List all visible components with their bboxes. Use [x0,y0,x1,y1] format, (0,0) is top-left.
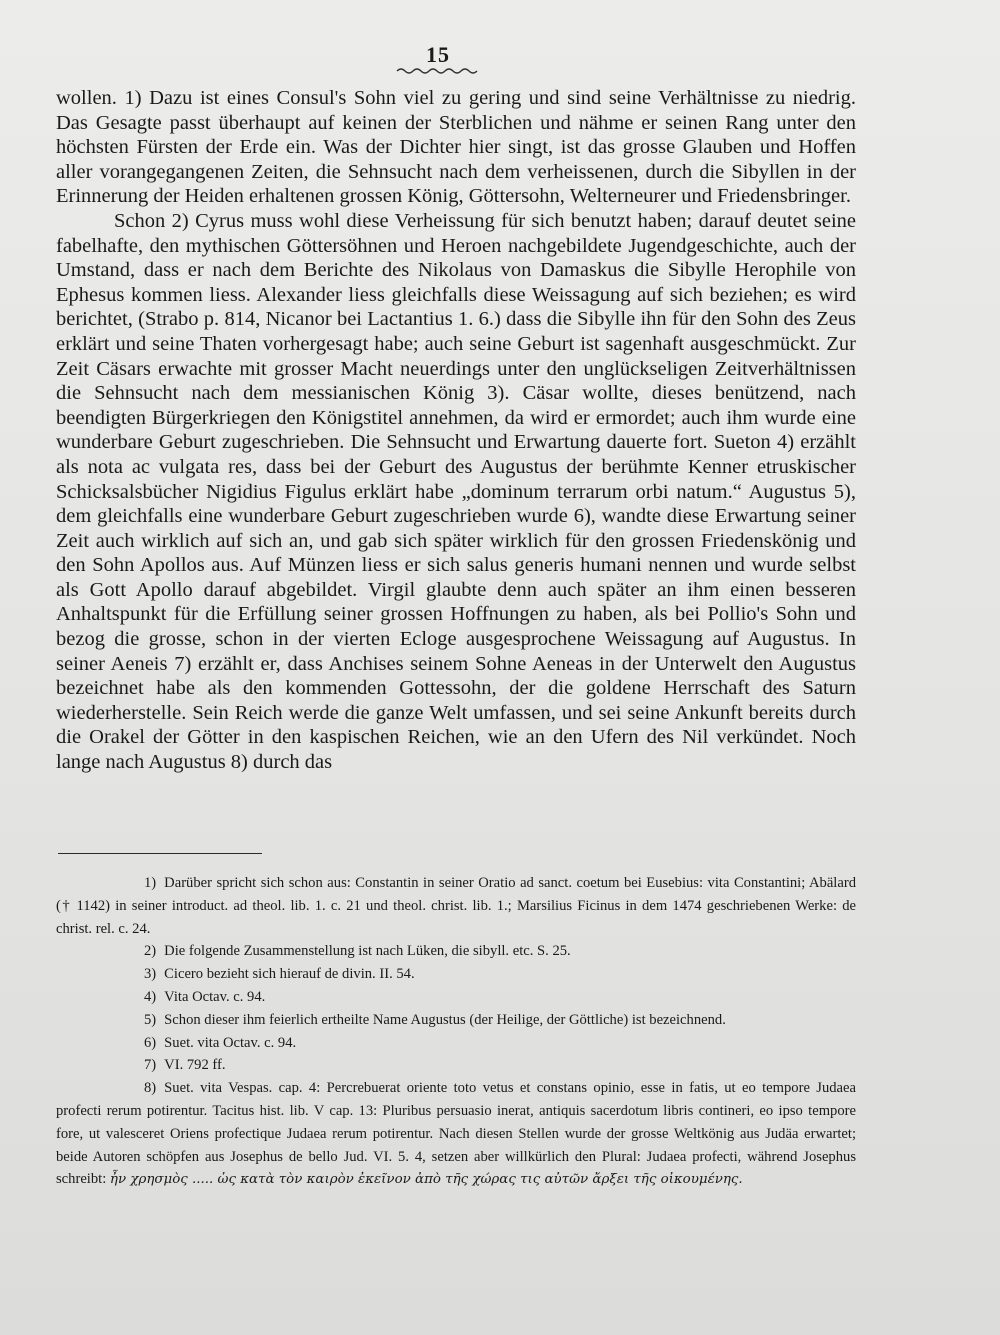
footnote-3 [56,963,856,986]
greek-quote: ἦν χρησμὸς ..... ὡς κατὰ τὸν καιρὸν ἐκεῖνον ἀπὸ τῆς χώρας τις αὐτῶν ἄρξει τῆς οἰκουμένης. [109,1172,743,1188]
footnote-text: Die folgende Zusammenstellung ist nach Lüken, die sibyll. etc. S. 25. [164,943,571,960]
page-number: 15 [426,42,450,67]
footnote-number: 1) [144,875,157,891]
footnote-number: 4) [144,988,157,1005]
footnote-7 [56,1054,856,1077]
footnote-text: Cicero bezieht sich hierauf de divin. II. 54. [164,966,415,983]
footnote-5 [56,1009,856,1032]
footnote-number: 6) [144,1034,157,1051]
footnote-4 [56,986,856,1009]
footnote-number: 7) [144,1057,157,1074]
footnote-text: Darüber spricht sich schon aus: Constantin in seiner Oratio ad sanct. coetum bei Eusebius: vita Constantini; Abälard († 1142) in seiner introduct. ad theol. lib. 1. c. 21 und theol. christ. lib. 1.; Marsilius Ficinus in dem 1474 geschriebenen Werke: de christ. rel. c. 24. [56,875,856,937]
footnote-text: Schon dieser ihm feierlich ertheilte Name Augustus (der Heilige, der Göttliche) ist bezeichnend. [164,1011,726,1028]
footnote-number: 2) [144,943,157,960]
footnote-6 [56,1032,856,1055]
paragraph: Schon 2) Cyrus muss wohl diese Verheissung für sich benutzt haben; darauf deutet seine fabelhafte, den mythischen Göttersöhnen und Heroen nachgebildete Jugendgeschichte, auch der Umstand, dass er nach dem Berichte des Nikolaus von Damaskus die Sibylle Herophile von Ephesus kommen liess. Alexander liess gleichfalls diese Weissagung auf sich beziehen; es wird berichtet, (Strabo p. 814, Nicanor bei Lactantius 1. 6.) dass die Sibylle ihn für den Sohn des Zeus erklärt und seine Thaten vorhergesagt habe; auch seine Geburt ist sagenhaft ausgeschmückt. Zur Zeit Cäsars erwachte mit grosser Macht neuerdings unter den unglückseligen Zeitverhältnissen die Sehnsucht nach dem messianischen König 3). Cäsar wollte, dieses benützend, nach beendigten Bürgerkriegen den Königstitel annehmen, da wird er ermordet; auch ihm wurde eine wunderbare Geburt zugeschrieben. Die Sehnsucht und Erwartung dauerte fort. Sueton 4) erzählt als nota ac vulgata res, dass bei der Geburt des Augustus der berühmte Kenner etruskischer Schicksalsbücher Nigidius Figulus erklärt habe „dominum terrarum orbi natum.“ Augustus 5), dem gleichfalls eine wunderbare Geburt zugeschrieben wurde 6), wandte diese Erwartung seiner Zeit auch wirklich auf sich an, und gab sich später wirklich für den grossen Friedenskönig und den Sohn Apollos aus. Auf Münzen liess er sich salus generis humani nennen und wurde selbst als Gott Apollo darauf abgebildet. Virgil glaubte denn auch später an ihm einen besseren Anhaltspunkt für die Erfüllung seiner grossen Hoffnungen zu haben, als bei Pollio's Sohn und bezog die grosse, schon in der vierten Ecloge ausgesprochene Weissagung auf Augustus. In seiner Aeneis 7) erzählt er, dass Anchises seinem Sohne Aeneas in der Unterwelt den Augustus bezeichnet habe als den kommenden Gottessohn, der die goldene Herrschaft des Saturn wiederherstelle. Sein Reich werde die ganze Welt umfassen, und sei seine Ankunft bereits durch die Orakel der Götter in den kaspischen Reichen, wie an den Ufern des Nil verkündet. Noch lange nach Augustus 8) durch das [56,209,856,774]
footnote-rule [58,853,262,854]
footnote-number: 3) [144,966,157,983]
ornament-wave [396,66,478,76]
footnote-number: 5) [144,1011,157,1028]
footnote-text: Suet. vita Octav. c. 94. [164,1034,297,1051]
footnote-text: Vita Octav. c. 94. [164,988,266,1005]
footnote-number: 8) [144,1080,157,1097]
paragraph: wollen. 1) Dazu ist eines Consul's Sohn viel zu gering und sind seine Verhältnisse zu niedrig. Das Gesagte passt überhaupt auf keinen der Sterblichen und nähme er seinen Rang unter den höchsten Fürsten der Erde ein. Was der Dichter hier singt, ist das grosse Glauben und Hoffen aller vorangegangenen Zeiten, die Sehnsucht nach dem verheissenen, durch die Sibyllen in der Erinnerung der Heiden erhaltenen grossen König, Göttersohn, Welterneurer und Friedensbringer. [56,87,856,208]
footnote-2 [56,940,856,963]
footnote-text: VI. 792 ff. [164,1057,226,1074]
footnote-8 [56,1077,856,1192]
footnote-1 [56,872,856,940]
main-text [56,86,856,775]
footnote-text: Suet. vita Vespas. cap. 4: Percrebuerat oriente toto vetus et constans opinio, esse in fatis, ut eo tempore Judaea profecti rerum potirentur. Tacitus hist. lib. V cap. 13: Pluribus persuasio inerat, antiquis sacerdotum libris contineri, eo ipso tempore fore, ut valesceret Oriens profectique Judaea rerum potirentur. Nach diesen Stellen wurde der grosse Weltkönig aus Judäa erwartet; beide Autoren schöpfen aus Josephus de bello Jud. VI. 5. 4, setzen aber willkürlich den Plural: Judaea profecti, während Josephus schreibt: [56,1080,856,1188]
footnotes [56,872,856,1192]
